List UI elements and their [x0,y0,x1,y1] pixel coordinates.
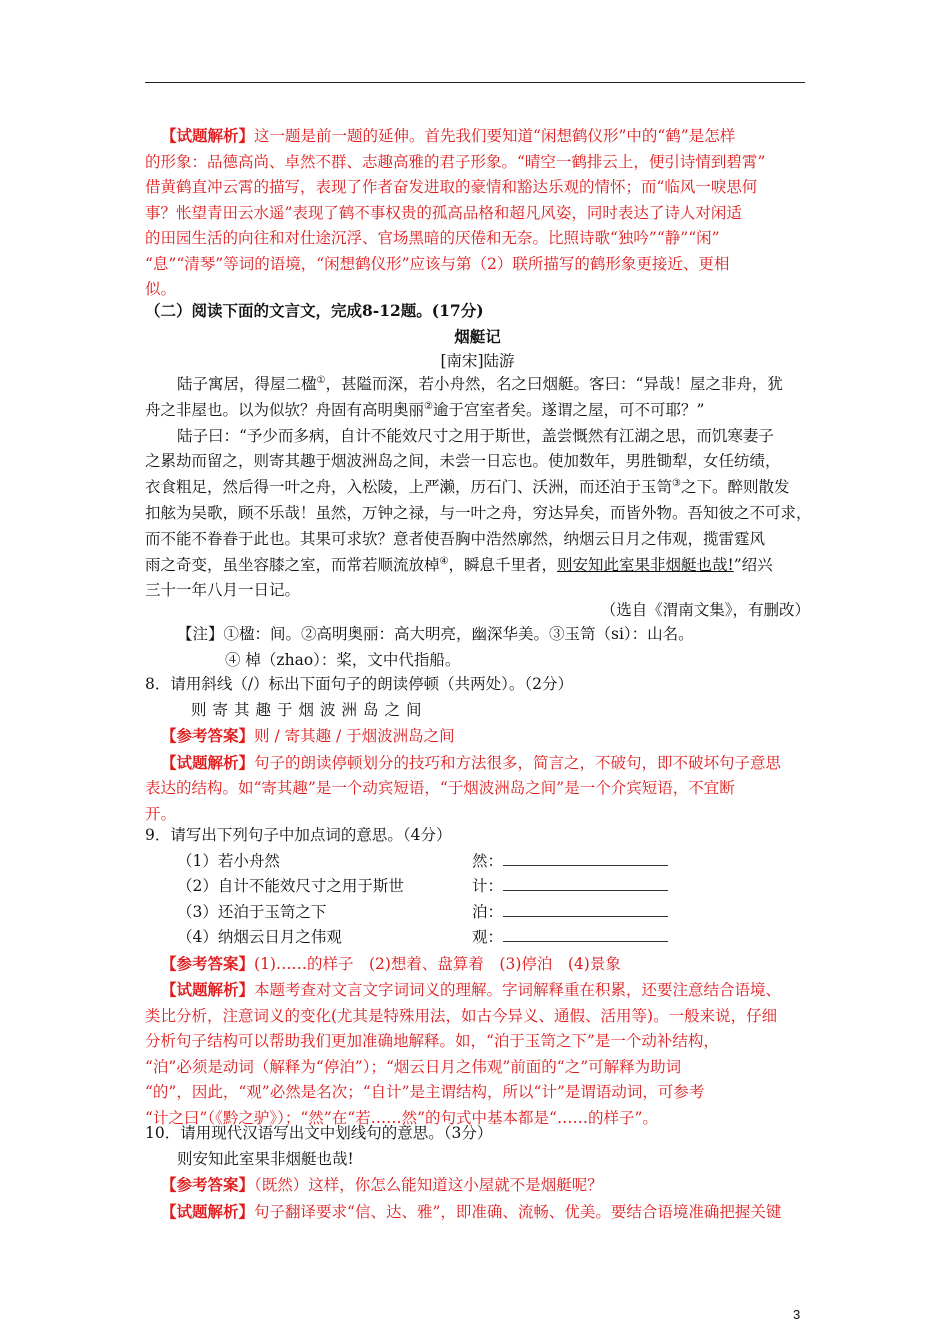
analysis-7-line: 借黄鹤直冲云霄的描写，表现了作者奋发进取的豪情和豁达乐观的情怀；而“临风一唳思何 [145,178,758,196]
question-sentence: 则寄其趣于烟波洲岛之间 [191,700,428,719]
answer-tag: 【参考答案】 [161,953,255,973]
passage-line: 之累劫而留之，则寄其趣于烟波洲岛之间，未尝一日忘也。使加数年，男胜锄犁，女任纺绩， [145,452,781,471]
analysis-7-line: “息”“清琴”等词的语境，“闲想鹤仪形”应该与第（2）联所描写的鹤形象更接近、更相 [145,254,730,273]
question-8 [145,672,810,827]
footnote-mark: ③ [672,478,681,490]
passage-line: 衣食粗足，然后得一叶之舟，入松陵，上严濑，历石门、沃洲，而还泊于玉笥③之下。醉则散发 [145,478,790,497]
answer-line: 【参考答案】（既然）这样，你怎么能知道这小屋就不是烟艇呢？ [161,1175,603,1194]
analysis-tag: 【试题解析】 [161,980,255,999]
analysis-line: 表达的结构。如“寄其趣”是一个动宾短语，“于烟波洲岛之间”是一个介宾短语，不宜断 [145,779,735,797]
analysis-line: 【试题解析】本题考查对文言文字词词义的理解。字词解释重在积累，还要注意结合语境、 [161,980,782,999]
passage-line: 三十一年八月一日记。 [145,581,301,600]
question-text: 9．请写出下列句子中加点词的意思。（4分） [145,826,452,844]
passage-source: （选自《渭南文集》，有删改） [600,601,810,619]
analysis-line: 【试题解析】句子翻译要求“信、达、雅”，即准确、流畅、优美。要结合语境准确把握关键 [161,1201,782,1221]
page-number: 3 [793,1307,801,1322]
analysis-7-line: 【试题解析】这一题是前一题的延伸。首先我们要知道“闲想鹤仪形”中的“鹤”是怎样 [161,126,736,145]
analysis-tag: 【试题解析】 [161,752,255,772]
answer-blank[interactable] [503,849,668,866]
q9-item: （4）纳烟云日月之伟观 观： [145,925,810,951]
answer-blank[interactable] [503,900,668,917]
section-heading: （二）阅读下面的文言文，完成8-12题。(17分) [145,301,484,320]
analysis-7-line: 似。 [145,280,177,298]
q9-item: （2）自计不能效尺寸之用于斯世 计： [145,874,810,900]
answer-line: 【参考答案】(1)……的样子 (2)想着、盘算着 (3)停泊 (4)景象 [161,953,621,973]
answer-tag: 【参考答案】 [161,726,255,745]
analysis-line: “泊”必须是动词（解释为“停泊”）；“烟云日月之伟观”前面的“之”可解释为助词 [145,1057,682,1076]
passage-line: 扣舷为吴歌，顾不乐哉！虽然，万钟之禄，与一叶之舟，穷达异矣，而皆外物。吾知彼之不可求， [145,503,812,522]
analysis-line: 开。 [145,804,177,823]
question-sentence: 则安知此室果非烟艇也哉! [177,1149,354,1168]
analysis-7-line: 的田园生活的向往和对仕途沉浮、官场黑暗的厌倦和无奈。比照诗歌“独吟”“静”“闲” [145,229,720,247]
header-rule [145,82,805,83]
passage-line: 舟之非屋也。以为似欤？舟固有高明奥丽②逾于宫室者矣。遂谓之屋，可不可耶？” [145,400,705,419]
q9-item: （1）若小舟然 然： [145,849,810,875]
analysis-line: 分析句子结构可以帮助我们更加准确地解释。如，“泊于玉笥之下”是一个动补结构， [145,1032,719,1050]
answer-line: 【参考答案】则 / 寄其趣 / 于烟波洲岛之间 [161,726,455,745]
passage [145,372,810,604]
question-10 [145,1121,810,1225]
passage-line: 而不能不眷眷于此也。其果可求欤？意者使吾胸中浩然廓然，纳烟云日月之伟观，揽雷霆风 [145,529,766,548]
answer-blank[interactable] [503,874,668,891]
analysis-line: 类比分析，注意词义的变化(尤其是特殊用法，如古今异义、通假、活用等)。一般来说，仔细 [145,1006,778,1025]
section-2 [145,298,810,375]
passage-line: 雨之奇变，虽坐容膝之室，而常若顺流放棹④，瞬息千里者，则安知此室果非烟艇也哉!”绍兴 [145,555,773,574]
analysis-9 [145,977,810,1131]
passage-title: 烟艇记 [454,326,501,346]
answer-blank[interactable] [503,925,668,942]
question-text: 10．请用现代汉语写出文中划线句的意思。（3分） [145,1124,493,1142]
analysis-line: “的”，因此，“观”必然是名次；“自计”是主谓结构，所以“计”是谓语动词，可参考 [145,1083,705,1101]
footnote-mark: ④ [439,555,449,567]
passage-notes [145,622,810,673]
analysis-8 [145,750,810,828]
note-line: ④ 棹（zhao）：桨，文中代指船。 [225,650,461,669]
passage-line: 陆子寓居，得屋二楹①，甚隘而深，若小舟然，名之曰烟艇。客曰：“异哉！屋之非舟，犹 [177,374,783,393]
analysis-7 [145,123,810,303]
analysis-tag: 【试题解析】 [161,126,255,145]
answer-tag: 【参考答案】 [161,1175,255,1194]
passage-line: 陆子曰：“予少而多病，自计不能效尺寸之用于斯世，盖尝慨然有江湖之思，而饥寒妻子 [177,426,774,445]
passage-author: [南宋]陆游 [440,352,515,370]
footnote-mark: ① [316,374,326,386]
note-line: 【注】①楹：间。②高明奥丽：高大明亮，幽深华美。③玉笥（si）：山名。 [177,625,694,643]
analysis-7-line: 事？怅望青田云水遥”表现了鹤不事权贵的孤高品格和超凡风姿，同时表达了诗人对闲适 [145,203,742,222]
footnote-mark: ② [424,400,433,412]
analysis-line: “计之曰”（《黔之驴》）；“然”在“若……然”的句式中基本都是“……的样子”。 [145,1108,658,1127]
analysis-7-line: 的形象：品德高尚、卓然不群、志趣高雅的君子形象。“晴空一鹤排云上，便引诗情到碧霄” [145,152,766,171]
question-9 [145,823,810,1131]
analysis-line: 【试题解析】句子的朗读停顿划分的技巧和方法很多，简言之，不破句，即不破坏句子意思 [161,752,782,772]
underlined-sentence: 则安知此室果非烟艇也哉! [557,555,734,574]
analysis-tag: 【试题解析】 [161,1201,255,1221]
question-text: 8．请用斜线（/）标出下面句子的朗读停顿（共两处）。（2分） [145,675,573,693]
q9-item: （3）还泊于玉笥之下 泊： [145,900,810,926]
